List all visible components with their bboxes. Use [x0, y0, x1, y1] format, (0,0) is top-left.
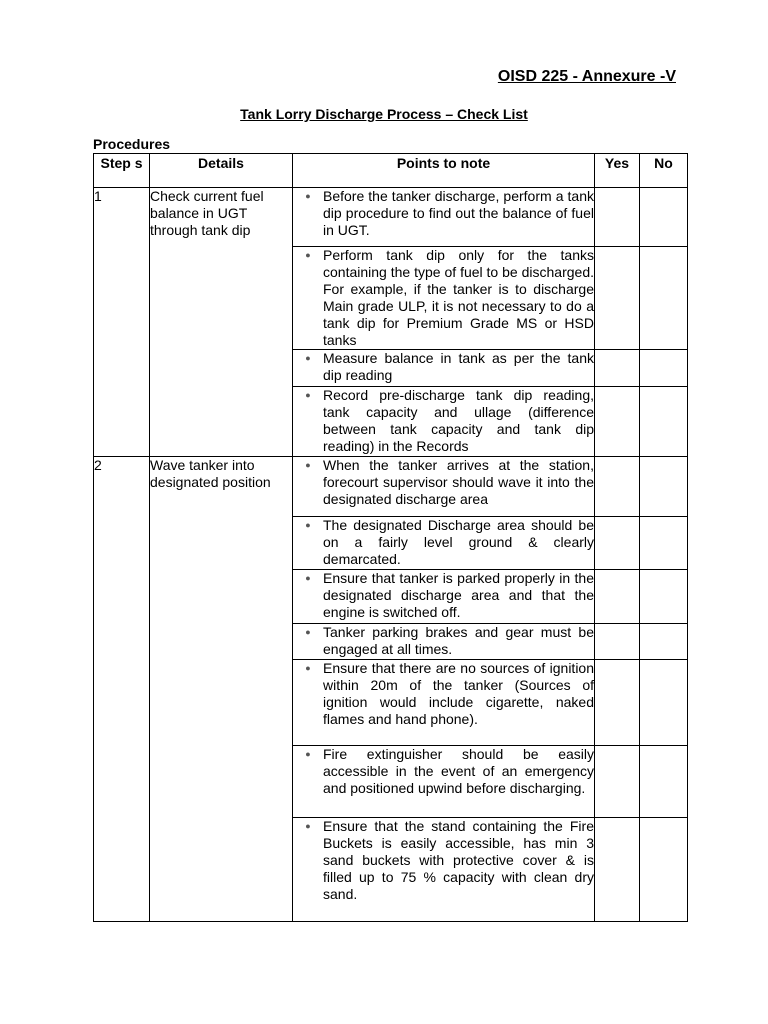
list-item — [293, 350, 594, 384]
point-text: The designated Discharge area should be on a fairly level ground & clearly demarcated. — [323, 517, 594, 567]
yes-checkbox-cell[interactable] — [595, 818, 640, 922]
bullet-icon: ● — [305, 191, 311, 201]
bullet-icon: ● — [305, 390, 311, 400]
bullet-icon: ● — [305, 250, 311, 260]
column-header-yes: Yes — [595, 154, 640, 188]
point-text: When the tanker arrives at the station, forecourt supervisor should wave it into the designated discharge area — [323, 457, 594, 507]
point-text: Ensure that the stand containing the Fire Buckets is easily accessible, has min 3 sand buckets with protective cover & is filled up to 75 % capacity with clean dry sand. — [323, 818, 594, 902]
document-title: Tank Lorry Discharge Process – Check List — [240, 106, 528, 122]
list-item — [293, 624, 594, 658]
column-header-steps: Step s — [94, 154, 150, 188]
yes-checkbox-cell[interactable] — [595, 457, 640, 517]
bullet-icon: ● — [305, 573, 311, 583]
section-label-procedures: Procedures — [93, 136, 171, 152]
list-item — [293, 570, 594, 621]
no-checkbox-cell[interactable] — [640, 387, 688, 457]
point-text: Perform tank dip only for the tanks containing the type of fuel to be discharged. For example, if the tanker is to discharge Main grade ULP, it is not necessary to do a tank dip for Premium Grade MS or HSD tanks — [323, 247, 594, 348]
yes-checkbox-cell[interactable] — [595, 188, 640, 247]
yes-checkbox-cell[interactable] — [595, 350, 640, 387]
list-item — [293, 188, 594, 239]
point-text: Ensure that tanker is parked properly in the designated discharge area and that the engine is switched off. — [323, 570, 594, 620]
table-header-row — [94, 154, 688, 188]
no-checkbox-cell[interactable] — [640, 517, 688, 570]
list-item — [293, 818, 594, 903]
yes-checkbox-cell[interactable] — [595, 746, 640, 818]
checklist-table — [93, 153, 688, 922]
no-checkbox-cell[interactable] — [640, 818, 688, 922]
point-text: Record pre-discharge tank dip reading, tank capacity and ullage (difference between tank capacity and tank dip reading) in the Records — [323, 387, 594, 454]
yes-checkbox-cell[interactable] — [595, 570, 640, 624]
point-text: Before the tanker discharge, perform a tank dip procedure to find out the balance of fuel in UGT. — [323, 188, 594, 238]
yes-checkbox-cell[interactable] — [595, 660, 640, 746]
bullet-icon: ● — [305, 353, 311, 363]
column-header-points: Points to note — [293, 154, 595, 188]
yes-checkbox-cell[interactable] — [595, 517, 640, 570]
yes-checkbox-cell[interactable] — [595, 247, 640, 350]
bullet-icon: ● — [305, 627, 311, 637]
no-checkbox-cell[interactable] — [640, 660, 688, 746]
bullet-icon: ● — [305, 460, 311, 470]
list-item — [293, 517, 594, 568]
step-detail: Wave tanker into designated position — [150, 457, 293, 922]
point-text: Fire extinguisher should be easily accessible in the event of an emergency and positioned upwind before discharging. — [323, 746, 594, 796]
no-checkbox-cell[interactable] — [640, 746, 688, 818]
table-row — [94, 457, 688, 517]
column-header-details: Details — [150, 154, 293, 188]
point-text: Ensure that there are no sources of ignition within 20m of the tanker (Sources of ignition would include cigarette, naked flames and hand phone). — [323, 660, 594, 727]
no-checkbox-cell[interactable] — [640, 457, 688, 517]
list-item — [293, 746, 594, 797]
step-detail: Check current fuel balance in UGT through tank dip — [150, 188, 293, 457]
point-text: Measure balance in tank as per the tank dip reading — [323, 350, 594, 383]
no-checkbox-cell[interactable] — [640, 247, 688, 350]
annexure-header: OISD 225 - Annexure -V — [497, 68, 676, 85]
no-checkbox-cell[interactable] — [640, 624, 688, 660]
yes-checkbox-cell[interactable] — [595, 624, 640, 660]
point-text: Tanker parking brakes and gear must be engaged at all times. — [323, 624, 594, 657]
bullet-icon: ● — [305, 520, 311, 530]
bullet-icon: ● — [305, 821, 311, 831]
table-row — [94, 188, 688, 247]
bullet-icon: ● — [305, 749, 311, 759]
step-number: 2 — [94, 457, 150, 922]
no-checkbox-cell[interactable] — [640, 570, 688, 624]
step-number: 1 — [94, 188, 150, 457]
list-item — [293, 660, 594, 728]
list-item — [293, 247, 594, 349]
list-item — [293, 387, 594, 455]
bullet-icon: ● — [305, 663, 311, 673]
no-checkbox-cell[interactable] — [640, 188, 688, 247]
list-item — [293, 457, 594, 508]
yes-checkbox-cell[interactable] — [595, 387, 640, 457]
no-checkbox-cell[interactable] — [640, 350, 688, 387]
column-header-no: No — [640, 154, 688, 188]
